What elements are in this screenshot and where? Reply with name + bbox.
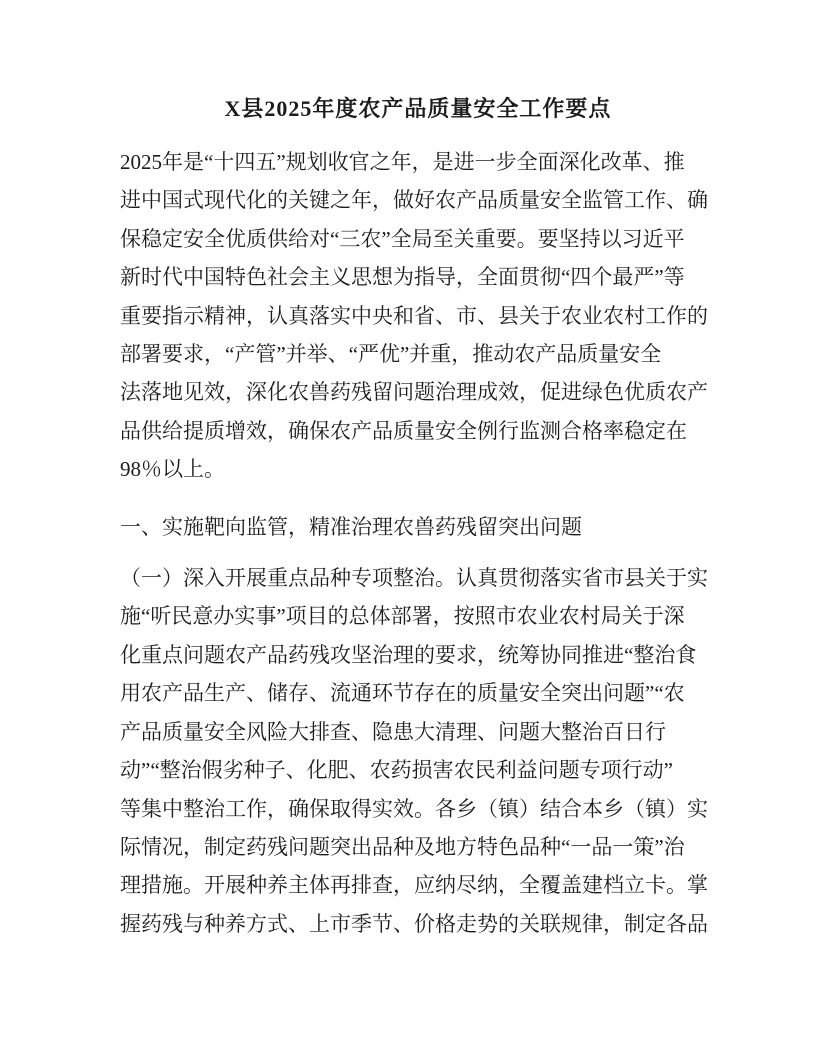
text-line: 握药残与种养方式、上市季节、价格走势的关联规律，制定各品 [120,911,708,936]
section-1-heading [120,508,716,546]
heading-line: 一、实施靶向监管，精准治理农兽药残留突出问题 [120,514,582,539]
text-line: 用农产品生产、储存、流通环节存在的质量安全突出问题”“农 [120,681,685,706]
text-line: 动”“整治假劣种子、化肥、农药损害农民利益问题专项行动” [120,758,673,783]
text-line: 品供给提质增效，确保农产品质量安全例行监测合格率稳定在 [120,418,687,443]
document-title: X县2025年度农产品质量安全工作要点 [224,96,612,121]
text-line: 重要指示精神，认真落实中央和省、市、县关于农业农村工作的 [120,303,708,328]
text-line: （一）深入开展重点品种专项整治。认真贯彻落实省市县关于实 [120,566,708,591]
text-line: 施“听民意办实事”项目的总体部署，按照市农业农村局关于深 [120,604,685,629]
text-line: 等集中整治工作，确保取得实效。各乡（镇）结合本乡（镇）实 [120,796,708,821]
text-line: 进中国式现代化的关键之年，做好农产品质量安全监管工作、确 [120,188,708,213]
text-column [120,90,716,943]
text-line: 理措施。开展种养主体再排查，应纳尽纳，全覆盖建档立卡。掌 [120,873,708,898]
text-line: 98％以上。 [120,457,225,482]
text-line: 化重点问题农产品药残攻坚治理的要求，统筹协同推进“整治食 [120,642,697,667]
paragraph-section-1-item-1 [120,559,716,943]
text-line: 保稳定安全优质供给对“三农”全局至关重要。要坚持以习近平 [120,226,685,251]
text-line: 产品质量安全风险大排查、隐患大清理、问题大整治百日行 [120,719,666,744]
text-line: 新时代中国特色社会主义思想为指导，全面贯彻“四个最严”等 [120,265,685,290]
text-line: 际情况，制定药残问题突出品种及地方特色品种“一品一策”治 [120,834,685,859]
paragraph-intro [120,143,716,489]
text-line: 部署要求，“产管”并举、“严优”并重，推动农产品质量安全 [120,342,662,367]
text-line: 2025年是“十四五”规划收官之年，是进一步全面深化改革、推 [120,150,685,174]
text-line: 法落地见效，深化农兽药残留问题治理成效，促进绿色优质农产 [120,380,708,405]
